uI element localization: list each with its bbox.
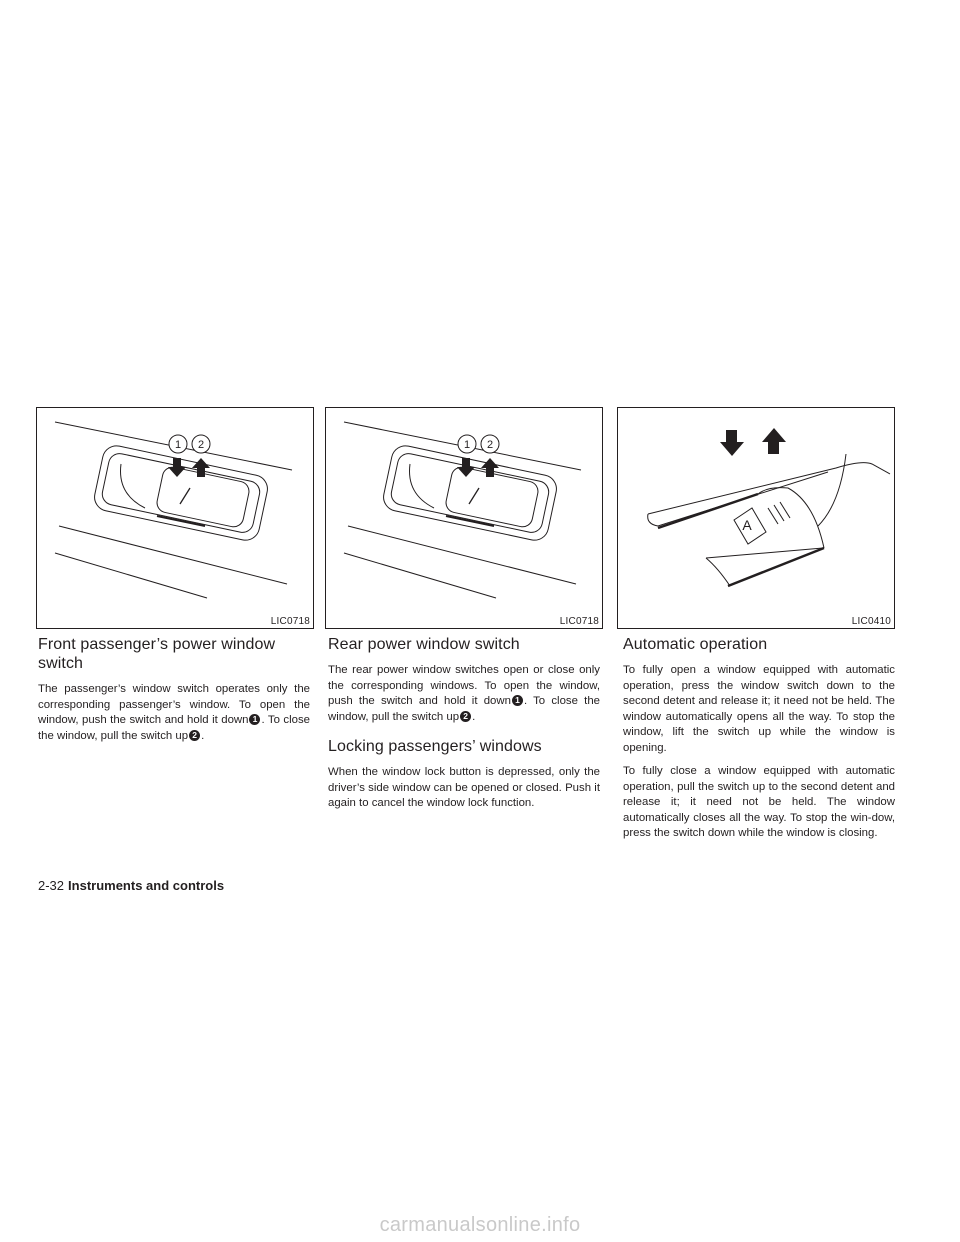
paragraph-automatic-close: To fully close a window equipped with automatic operation, pull the switch up to the second detent and release it; it need not be held. The window automatically closes all the way. To stop the win-dow, press the switch down while the window is closing. [623,765,895,839]
paragraph-automatic-open: To fully open a window equipped with automatic operation, press the window switch down to the second detent and release it; it need not be held. The window automatically opens all the way. To stop the window, lift the switch up while the window is opening. [623,664,895,754]
label-2: 2 [197,439,205,451]
heading-rear-window: Rear power window switch [328,636,520,653]
callout-1: 1 [512,695,523,706]
label-1: 1 [174,439,182,451]
arrow-down-icon [168,458,186,477]
figure-front-passenger-switch [36,407,314,629]
arrow-down-icon [457,458,475,477]
callout-2: 2 [460,711,471,722]
watermark: carmanualsonline.info [379,1214,581,1236]
callout-2: 2 [189,730,200,741]
figure-automatic-operation [617,407,895,629]
section-name: Instruments and controls [68,878,225,893]
figure-code: LIC0718 [270,616,310,627]
callout-1: 1 [249,714,260,725]
heading-locking: Locking passengers’ windows [328,738,542,755]
paragraph-front-passenger: The passenger’s window switch operates only the corresponding passenger’s window. To open the window, push the switch and hold it down 1 . To close the window, pull the switch up 2 . [38,683,310,742]
label-2: 2 [486,439,494,451]
page-number: 2-32 [38,878,65,893]
paragraph-locking: When the window lock button is depressed, only the driver’s side window can be opened or closed. Push it again to cancel the window lock function. [328,766,600,809]
paragraph-rear-window: The rear power window switches open or close only the corresponding windows. To open the window, push the switch and hold it down 1 . To close the window, pull the switch up 2 . [328,664,600,723]
window-switch-illustration [326,408,603,629]
heading-automatic: Automatic operation [623,636,768,653]
column-automatic [623,635,895,850]
arrow-down-icon [720,430,744,456]
label-1: 1 [463,439,471,451]
figure-code: LIC0410 [851,616,891,627]
arrow-up-icon [762,428,786,454]
window-switch-illustration [37,408,314,629]
figure-rear-window-switch [325,407,603,629]
auto-switch-illustration [618,408,895,629]
page-footer [38,878,224,893]
heading-front-passenger: Front passenger’s power window switch [38,636,276,672]
column-front-passenger [38,635,310,752]
switch-letter: A [742,517,752,533]
column-rear [328,635,600,820]
figure-code: LIC0718 [559,616,599,627]
